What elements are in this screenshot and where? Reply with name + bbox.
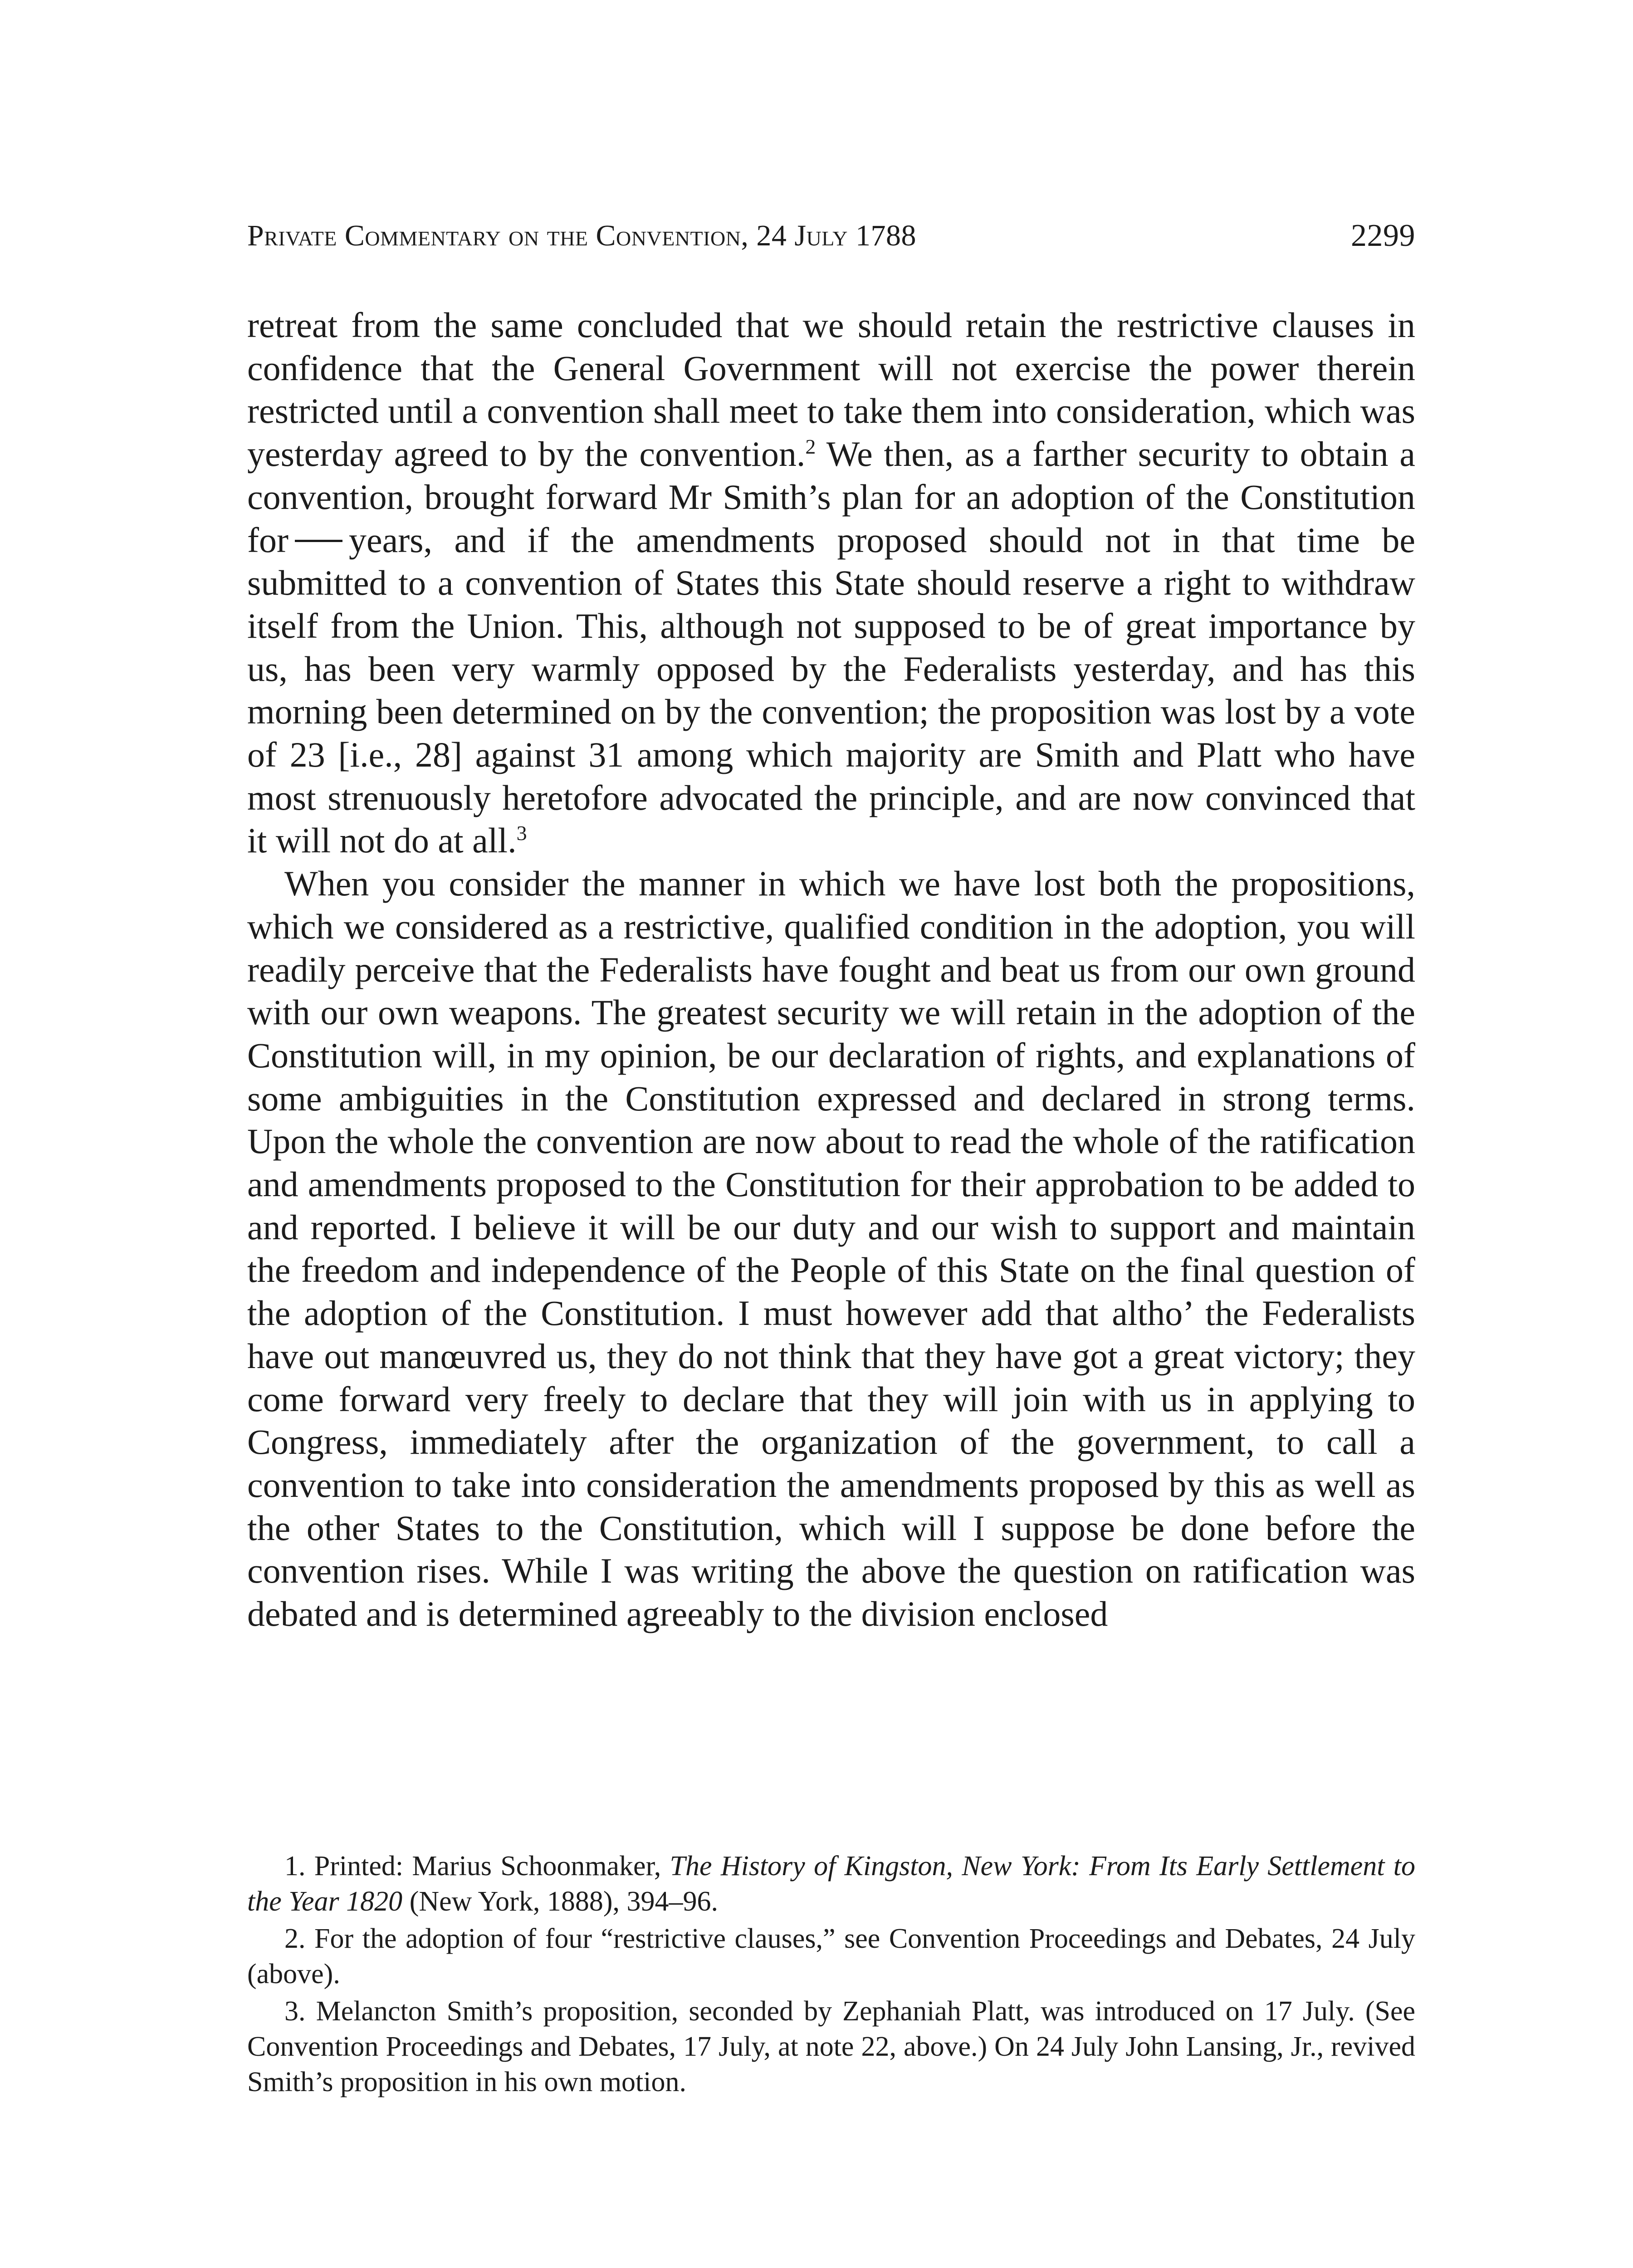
- footnote-ref-2: 2: [805, 435, 816, 459]
- page-number: 2299: [1351, 218, 1415, 253]
- running-title: Private Commentary on the Convention, 24 July 1788: [247, 219, 917, 252]
- paragraph-2: When you consider the manner in which we have lost both the propositions, which we considered as a restrictive, qualified condition in the adoption, you will readily perceive that the Federalists have fought and beat us from our own ground with our own weapons. The greatest security we will retain in the adoption of the Constitution will, in my opinion, be our declaration of rights, and explanations of some ambiguities in the Constitution expressed and declared in strong terms. Upon the whole the convention are now about to read the whole of the ratification and amendments proposed to the Constitution for their approbation to be added to and reported. I believe it will be our duty and our wish to support and maintain the freedom and independence of the People of this State on the final question of the adoption of the Constitution. I must however add that altho’ the Federalists have out manœuvred us, they do not think that they have got a great victory; they come forward very freely to declare that they will join with us in applying to Congress, immediately after the organization of the government, to call a convention to take into consideration the amendments proposed by this as well as the other States to the Constitution, which will I suppose be done before the convention rises. While I was writing the above the question on ratification was debated and is determined agreeably to the division enclosed: [247, 864, 1415, 1634]
- blank-line: [295, 540, 342, 542]
- footnotes: [247, 1848, 1415, 2102]
- paragraph-1: [247, 304, 1415, 862]
- letter-body: [247, 304, 1415, 1636]
- document-page: [247, 0, 1415, 2268]
- footnote-1-suffix: (New York, 1888), 394–96.: [402, 1886, 718, 1917]
- paragraph-1-part-a: retreat from the same concluded that we should retain the restrictive clauses in confidence that the General Government will not exercise the power therein restricted until a convention shall meet to take them into consideration, which was yesterday agreed to by the convention.: [247, 305, 1415, 474]
- footnote-ref-3: 3: [516, 821, 527, 845]
- footnote-1: [247, 1848, 1415, 1919]
- paragraph-1-part-c: years, and if the amendments proposed should not in that time be submitted to a convention of States this State should reserve a right to withdraw itself from the Union. This, although not supposed to be of great importance by us, has been very warmly opposed by the Federalists yesterday, and has this morning been determined on by the convention; the proposition was lost by a vote of 23 [i.e., 28] against 31 among which majority are Smith and Platt who have most strenuously heretofore advocated the principle, and are now convinced that it will not do at all.: [247, 520, 1415, 860]
- footnote-1-prefix: 1. Printed: Marius Schoonmaker,: [284, 1851, 670, 1882]
- paragraph-1-part-b: We then, as a farther security to obtain a convention, brought forward Mr Smith’s plan for an adoption of the Constitution for: [247, 434, 1415, 560]
- footnote-2: 2. For the adoption of four “restrictive clauses,” see Convention Proceedings and Debates, 24 July (above).: [247, 1923, 1415, 1989]
- running-head: [247, 215, 1415, 256]
- footnote-1-book-title: The History of Kingston, New York: From Its Early Settlement to the Year 1820: [247, 1851, 1415, 1917]
- footnote-3: 3. Melancton Smith’s proposition, seconded by Zephaniah Platt, was introduced on 17 July. (See Convention Proceedings and Debates, 17 July, at note 22, above.) On 24 July John Lansing, Jr., revived Smith’s proposition in his own motion.: [247, 1996, 1415, 2097]
